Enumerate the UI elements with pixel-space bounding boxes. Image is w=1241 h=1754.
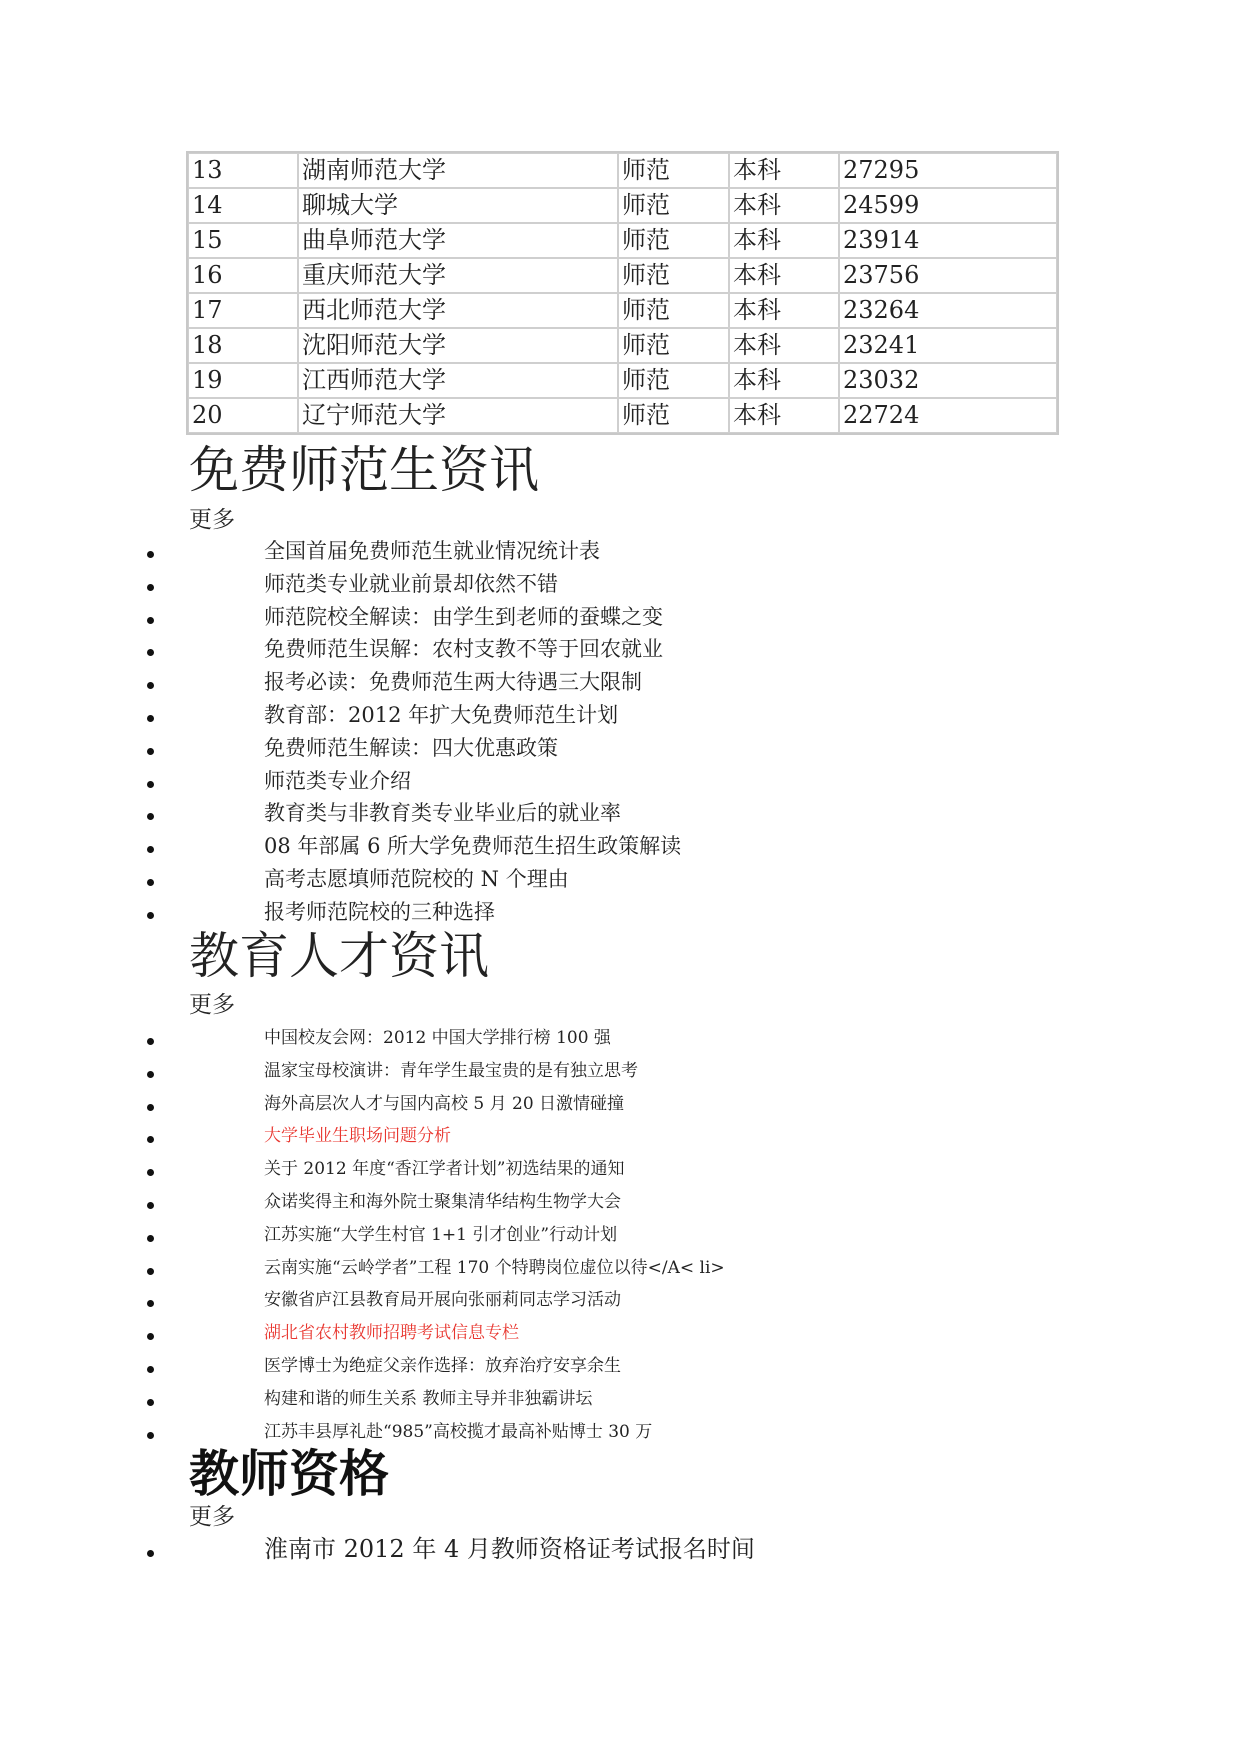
more-link-teacher-qualification[interactable]: 更多 bbox=[189, 1504, 235, 1530]
list-item bbox=[0, 1284, 1241, 1317]
bullet-icon bbox=[147, 912, 154, 919]
bullet-icon bbox=[147, 1366, 154, 1373]
bullet-icon bbox=[147, 649, 154, 656]
news-link[interactable]: 免费师范生解读：四大优惠政策 bbox=[264, 735, 558, 760]
list-item bbox=[0, 830, 1241, 863]
list-item bbox=[0, 732, 1241, 765]
score-cell: 23264 bbox=[839, 293, 1057, 328]
type-cell: 师范 bbox=[618, 398, 729, 433]
type-cell: 师范 bbox=[618, 258, 729, 293]
list-item bbox=[0, 765, 1241, 798]
level-cell: 本科 bbox=[729, 328, 839, 363]
list-item bbox=[0, 1532, 1241, 1566]
table-row bbox=[188, 188, 1057, 223]
news-link[interactable]: 全国首届免费师范生就业情况统计表 bbox=[264, 539, 600, 563]
news-link[interactable]: 海外高层次人才与国内高校 5 月 20 日激情碰撞 bbox=[264, 1093, 625, 1114]
university-cell: 聊城大学 bbox=[298, 188, 618, 223]
level-cell: 本科 bbox=[729, 188, 839, 223]
list-item bbox=[0, 797, 1241, 830]
news-list-teacher-qualification bbox=[0, 1532, 1241, 1566]
table-row bbox=[188, 153, 1057, 188]
type-cell: 师范 bbox=[618, 153, 729, 188]
news-link[interactable]: 高考志愿填师范院校的 N 个理由 bbox=[264, 866, 569, 891]
score-cell: 23032 bbox=[839, 363, 1057, 398]
news-link[interactable]: 构建和谐的师生关系 教师主导并非独霸讲坛 bbox=[264, 1388, 593, 1409]
section-title-education-talent-news: 教育人才资讯 bbox=[189, 927, 489, 985]
type-cell: 师范 bbox=[618, 293, 729, 328]
bullet-icon bbox=[147, 1202, 154, 1209]
bullet-icon bbox=[147, 1104, 154, 1111]
score-cell: 24599 bbox=[839, 188, 1057, 223]
news-link[interactable]: 云南实施“云岭学者”工程 170 个特聘岗位虚位以待</A< li> bbox=[264, 1257, 725, 1278]
score-cell: 23914 bbox=[839, 223, 1057, 258]
bullet-icon bbox=[147, 1268, 154, 1275]
list-item bbox=[0, 1088, 1241, 1121]
list-item bbox=[0, 633, 1241, 666]
rank-cell: 15 bbox=[188, 223, 298, 258]
university-cell: 湖南师范大学 bbox=[298, 153, 618, 188]
ranking-table-body bbox=[188, 153, 1057, 433]
bullet-icon bbox=[147, 781, 154, 788]
news-list-education-talent bbox=[0, 1022, 1241, 1448]
rank-cell: 18 bbox=[188, 328, 298, 363]
bullet-icon bbox=[147, 715, 154, 722]
ranking-table bbox=[186, 151, 1059, 435]
bullet-icon bbox=[147, 1071, 154, 1078]
news-link[interactable]: 中国校友会网：2012 中国大学排行榜 100 强 bbox=[264, 1028, 611, 1048]
bullet-icon bbox=[147, 551, 154, 558]
bullet-icon bbox=[147, 1399, 154, 1406]
level-cell: 本科 bbox=[729, 223, 839, 258]
rank-cell: 20 bbox=[188, 398, 298, 433]
bullet-icon bbox=[147, 1432, 154, 1439]
university-cell: 辽宁师范大学 bbox=[298, 398, 618, 433]
table-row bbox=[188, 328, 1057, 363]
news-link[interactable]: 08 年部属 6 所大学免费师范生招生政策解读 bbox=[264, 834, 682, 859]
list-item bbox=[0, 1416, 1241, 1449]
table-row bbox=[188, 293, 1057, 328]
level-cell: 本科 bbox=[729, 258, 839, 293]
score-cell: 22724 bbox=[839, 398, 1057, 433]
rank-cell: 17 bbox=[188, 293, 298, 328]
news-link[interactable]: 关于 2012 年度“香江学者计划”初选结果的通知 bbox=[264, 1159, 625, 1180]
bullet-icon bbox=[147, 1235, 154, 1242]
table-row bbox=[188, 258, 1057, 293]
news-link[interactable]: 师范类专业就业前景却依然不错 bbox=[264, 571, 558, 596]
section-title-teacher-qualification: 教师资格 bbox=[189, 1444, 389, 1503]
university-cell: 曲阜师范大学 bbox=[298, 223, 618, 258]
bullet-icon bbox=[147, 1333, 154, 1340]
level-cell: 本科 bbox=[729, 398, 839, 433]
list-item bbox=[0, 1022, 1241, 1055]
list-item bbox=[0, 699, 1241, 732]
news-link[interactable]: 报考师范院校的三种选择 bbox=[264, 899, 495, 924]
list-item bbox=[0, 1055, 1241, 1088]
news-link[interactable]: 报考必读：免费师范生两大待遇三大限制 bbox=[264, 670, 642, 695]
news-link[interactable]: 教育部：2012 年扩大免费师范生计划 bbox=[264, 702, 619, 727]
news-link[interactable]: 安徽省庐江县教育局开展向张丽莉同志学习活动 bbox=[264, 1290, 621, 1311]
bullet-icon bbox=[147, 846, 154, 853]
rank-cell: 14 bbox=[188, 188, 298, 223]
list-item bbox=[0, 1120, 1241, 1153]
table-row bbox=[188, 223, 1057, 258]
university-cell: 西北师范大学 bbox=[298, 293, 618, 328]
bullet-icon bbox=[147, 1038, 154, 1045]
university-cell: 重庆师范大学 bbox=[298, 258, 618, 293]
level-cell: 本科 bbox=[729, 153, 839, 188]
list-item bbox=[0, 535, 1241, 568]
news-link[interactable]: 免费师范生误解：农村支教不等于回农就业 bbox=[264, 637, 663, 662]
list-item bbox=[0, 1350, 1241, 1383]
bullet-icon bbox=[147, 617, 154, 624]
bullet-icon bbox=[147, 682, 154, 689]
list-item bbox=[0, 1383, 1241, 1416]
score-cell: 27295 bbox=[839, 153, 1057, 188]
bullet-icon bbox=[147, 1136, 154, 1143]
bullet-icon bbox=[147, 1300, 154, 1307]
rank-cell: 16 bbox=[188, 258, 298, 293]
list-item bbox=[0, 1252, 1241, 1285]
list-item bbox=[0, 601, 1241, 634]
list-item bbox=[0, 863, 1241, 896]
rank-cell: 19 bbox=[188, 363, 298, 398]
type-cell: 师范 bbox=[618, 363, 729, 398]
news-link[interactable]: 大学毕业生职场问题分析 bbox=[264, 1126, 451, 1147]
list-item bbox=[0, 1153, 1241, 1186]
news-link[interactable]: 师范类专业介绍 bbox=[264, 768, 411, 793]
level-cell: 本科 bbox=[729, 363, 839, 398]
bullet-icon bbox=[147, 748, 154, 755]
list-item bbox=[0, 568, 1241, 601]
bullet-icon bbox=[147, 1550, 154, 1557]
list-item bbox=[0, 666, 1241, 699]
news-link[interactable]: 医学博士为绝症父亲作选择：放弃治疗安享余生 bbox=[264, 1355, 621, 1376]
score-cell: 23756 bbox=[839, 258, 1057, 293]
news-link[interactable]: 教育类与非教育类专业毕业后的就业率 bbox=[264, 801, 621, 826]
news-link[interactable]: 众诺奖得主和海外院士聚集清华结构生物学大会 bbox=[264, 1191, 621, 1212]
type-cell: 师范 bbox=[618, 223, 729, 258]
bullet-icon bbox=[147, 1169, 154, 1176]
list-item bbox=[0, 896, 1241, 929]
news-link[interactable]: 淮南市 2012 年 4 月教师资格证考试报名时间 bbox=[264, 1535, 755, 1563]
news-link[interactable]: 师范院校全解读：由学生到老师的蚕蝶之变 bbox=[264, 604, 663, 629]
more-link-free-normal-news[interactable]: 更多 bbox=[189, 507, 235, 533]
list-item bbox=[0, 1186, 1241, 1219]
rank-cell: 13 bbox=[188, 153, 298, 188]
news-link[interactable]: 温家宝母校演讲：青年学生最宝贵的是有独立思考 bbox=[264, 1060, 638, 1081]
bullet-icon bbox=[147, 813, 154, 820]
list-item bbox=[0, 1317, 1241, 1350]
news-link[interactable]: 江苏实施“大学生村官 1+1 引才创业”行动计划 bbox=[264, 1224, 618, 1245]
news-link[interactable]: 江苏丰县厚礼赴“985”高校揽才最高补贴博士 30 万 bbox=[264, 1421, 653, 1442]
university-cell: 江西师范大学 bbox=[298, 363, 618, 398]
table-row bbox=[188, 398, 1057, 433]
score-cell: 23241 bbox=[839, 328, 1057, 363]
university-cell: 沈阳师范大学 bbox=[298, 328, 618, 363]
bullet-icon bbox=[147, 879, 154, 886]
news-list-free-normal bbox=[0, 535, 1241, 929]
type-cell: 师范 bbox=[618, 188, 729, 223]
more-link-education-talent-news[interactable]: 更多 bbox=[189, 992, 235, 1018]
bullet-icon bbox=[147, 584, 154, 591]
list-item bbox=[0, 1219, 1241, 1252]
level-cell: 本科 bbox=[729, 293, 839, 328]
table-row bbox=[188, 363, 1057, 398]
type-cell: 师范 bbox=[618, 328, 729, 363]
section-title-free-normal-news: 免费师范生资讯 bbox=[189, 441, 539, 499]
news-link[interactable]: 湖北省农村教师招聘考试信息专栏 bbox=[264, 1323, 519, 1344]
